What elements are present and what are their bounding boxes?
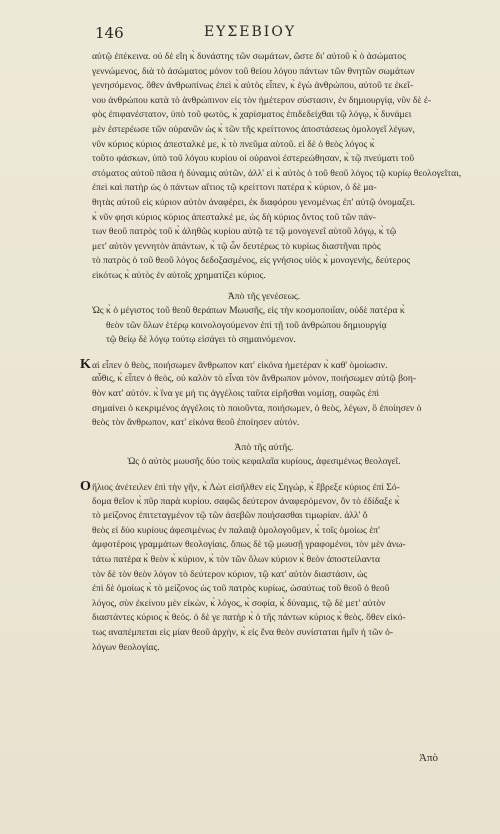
text-line: δομα θεῖον κ̀ πῦρ παρὰ κυρίου. σαφῶς δεύτερον ἀναφερόμενον, ὃν τὸ ἐδίδαξε κ̀ xyxy=(92,495,400,507)
text-line: των θεοῦ πατρὸς τοῦ κ̀ ἀληθῶς κυρίου αὐτῷ τε τῷ μονογενεῖ αὐτοῦ λόγῳ, κ̀ τῷ xyxy=(92,226,397,238)
text-line: μετ' αὐτὸν γεννητὸν ἀπάντων, κ̀ τῷ ὧν δευτέρως τὸ κυρίως διαστῆναι πρὸς xyxy=(92,240,381,252)
page-number: 146 xyxy=(95,24,124,42)
text-line: Ὡς κ̀ ὁ μέγιστος τοῦ θεοῦ θεράπων Μωυσῆς, εἰς τὴν κοσμοποιΐαν, οὐδὲ πατέρα κ̀ xyxy=(92,305,405,317)
text-line: λόγος, σὺν ἐκείνου μὲν εἰκὼν, κ̀ λόγος, κ̀ σοφία, κ̀ δύναμις, τῷ δὲ μετ' αὐτὸν xyxy=(92,597,386,609)
paragraph-2 xyxy=(80,356,436,431)
page-header xyxy=(0,20,500,44)
text-line: Ὡς ὁ αὐτὸς μωυσῆς δύο τοὺς κεφαλαῖα κυρίους, ἀφεσιμένως θεολογεῖ. xyxy=(127,456,401,468)
text-line: γενησόμενος. ὅθεν ἀνθρωπίνως ἐπεὶ κ̀ αὐτὸς εἶπεν, κ̀ ἐγὼ ἀνθρώπου, αὐτοῦ τε ἐκεῖ- xyxy=(92,80,414,92)
text-line: νῦν κύριος κύριος ἀπεσταλκέ με, κ̀ τὸ πνεῦμα αὐτοῦ. εἰ δὲ ὁ θεὸς λόγος κ̀ xyxy=(92,138,375,150)
text-line: τῷ θείῳ δὲ λόγῳ τούτῳ εἰσάγει τὸ σημαινόμενον. xyxy=(106,334,296,346)
paragraph-3 xyxy=(80,479,436,655)
text-line: σημαίνει ὁ κεκριμένος ἀγγέλοις τὸ ποιοῦντα, ποιήσωμεν, ὁ θεὸς, λέγων, ὃ ἐποίησεν ὁ xyxy=(92,402,422,414)
text-line: εἰκότως κ̀ αὐτὸς ἐν αὐτοῖς χρηματίζει κύριος. xyxy=(92,269,266,281)
text-line: αὶ εἶπεν ὁ θεὸς, ποιήσωμεν ἄνθρωπον κατ' εἰκόνα ἡμετέραν κ̀ καθ' ὁμοίωσιν. xyxy=(92,359,388,371)
text-line: θεὸς τὸν ἄνθρωπον, κατ' εἰκόνα θεοῦ ἐποίησεν αὐτόν. xyxy=(92,417,300,429)
text-line: τοῦτο φάσκων, ὑπὸ τοῦ λόγου κυρίου οἱ οὐρανοὶ ἐστερεώθησαν, κ̀ τῷ πνεύματι τοῦ xyxy=(92,153,415,165)
text-line: στόματος αὐτοῦ πᾶσα ἡ δύναμις αὐτῶν, ἀλλ' εἰ κ̀ αὐτὸς ὁ τοῦ θεοῦ λόγος τῷ κυρίῳ θεολογεῖται, xyxy=(92,167,462,179)
paragraph-1 xyxy=(92,50,462,284)
text-line: γεννώμενος, διὰ τὸ ἀσώματος μόνον τοῦ θείου λόγου πάντων τῶν θνητῶν σωμάτων xyxy=(92,65,415,77)
text-line: τως αναπέμπεται εἰς μίαν θεοῦ ἀρχὴν, κ̀ εἰς ἕνα θεὸν συνίσταται ἡμῖν ἡ τῶν ὁ- xyxy=(92,626,394,638)
text-line: ἐπεὶ καὶ πατὴρ ὡς ὁ πάντων αἴτιος τῷ κρείττονι πατέρα κ̀ κύριον, ὁ δὲ μα- xyxy=(92,182,377,194)
text-line: θεὸν τῶν ὅλων ἑτέρῳ κοινολογούμενον ἐπὶ τῇ τοῦ ἀνθρώπου δημιουργίᾳ xyxy=(106,319,387,331)
text-line: ἀμφοτέροις γραμμάτων θεολογίαις. ὅπως δὲ τῷ μωυσῇ γραφομένοι, τὸν μὲν ἀνω- xyxy=(92,539,406,551)
text-line: ἥλιος ἀνέτειλεν ἐπὶ τὴν γῆν, κ̀ Λὼτ εἰσῆλθεν εἰς Σηγώρ, κ̀ ἔβρεξε κύριος ἐπὶ Σό- xyxy=(92,482,400,494)
section-heading: Ἀπὸ τῆς αὐτῆς. xyxy=(234,441,294,453)
text-line: μὲν ἐστερέωσε τῶν οὐρανῶν ὡς κ̀ τῶν τῆς κρείττονος ἀποστάσεως ὁμολογεῖ λέγων, xyxy=(92,123,415,135)
catchword: Ἀπὸ xyxy=(419,752,438,764)
text-line: θητὰς αὐτοῦ εἰς κύριον αὐτὸν ἀναφέρει, ἐκ διαφόρου γενομένως ἐπ' αὐτῷ ὀνομαζει. xyxy=(92,196,416,208)
drop-cap: Ο xyxy=(80,479,91,495)
text-line: κ̀ νῦν φησι κύριος κύριος ἀπεσταλκέ με, ὡς δὴ κύριος ὄντος τοῦ τῶν πάν- xyxy=(92,211,376,223)
running-head: ΕΥΣΕΒΙΟΥ xyxy=(203,24,297,40)
section-1-text xyxy=(92,304,436,348)
text-line: τὸ πατρὸς ὁ τοῦ θεοῦ λόγος δεδοξασμένος, εἰς γνήσιος υἱὸς κ̀ μονογενὴς, δεύτερος xyxy=(92,255,411,267)
text-line: λόγων θεολογίας. xyxy=(92,641,160,653)
text-line: φὸς ἐπιφανέστατον, ὑπὸ τοῦ φωτὸς, κ̀ χαρίσματος ἐπιδεδείχθαι τῷ λόγῳ, κ̀ δυνάμει xyxy=(92,109,412,121)
text-line: τάτω πατέρα κ̀ θεὸν κ̀ κύριον, κ̀ τὸν τῶν ὅλων κύριον κ̀ θεὸν ἀποστείλαντα xyxy=(92,554,381,565)
text-line: θὸν κατ' αὐτόν. κ̀ ἵνα γε μή τις ἀγγέλοις ταῦτα εἰρῆσθαι νομίσῃ, σαφῶς ἐπὶ xyxy=(92,388,380,400)
text-line: αὐτῷ ἐπέκεινα. οὐ δὲ εἴη κ̀ δυνάστης τῶν σωμάτων, ὥστε δι' αὐτοῦ κ̀ ὁ ἀσώματος xyxy=(92,51,406,62)
drop-cap: Κ xyxy=(80,356,91,372)
main-text xyxy=(80,50,462,655)
text-line: αὖθις, κ̀ εἶπεν ὁ θεὸς, οὐ καλὸν τὸ εἶναι τὸν ἄνθρωπον μόνον, ποιήσωμεν αὐτῷ βοη- xyxy=(92,373,417,385)
text-line: θεὸς εἰ δύο κυρίους ἀφεσιμένως ἐν παλαιᾷ ὁμολογοῦμεν, κ̀ τοῖς ὁμοίως ἐπ' xyxy=(92,524,380,536)
text-line: νου ἀνθρώπου κατὰ τὸ ἀνθρώπινον εἰς τὸν ἡμέτερον σύστασιν, ἐν δημιουργίᾳ, νῦν δὲ ἐ- xyxy=(92,94,432,106)
text-line: τὸ μείζονος ἐπιτεταγμένον τῷ τῶν ἀσεβῶν ποιήσασθαι τιμωρίαν. ἀλλ' ὅ xyxy=(92,510,368,522)
text-line: διαστάντες κύριος κ̀ θεός. ὁ δὲ γε πατὴρ κ̀ ὁ τῆς πάντων κύριος κ̀ θεὸς. ὅθεν εἰκό- xyxy=(92,612,406,624)
section-heading: Ἀπὸ τῆς γενέσεως. xyxy=(227,290,301,302)
text-line: τὸν δὲ τὸν θεὸν λόγον τὸ δεύτερον κύριον, τῷ κατ' αὐτὸν διαστάσιν, ὡς xyxy=(92,568,368,580)
text-line: ἐπὶ δὲ ὁμοίως κ̀ τὸ μείζονος ὡς τοῦ πατρὸς κυρίως, ὡσαύτως τοῦ θεοῦ ὁ θεοῦ xyxy=(92,583,390,595)
